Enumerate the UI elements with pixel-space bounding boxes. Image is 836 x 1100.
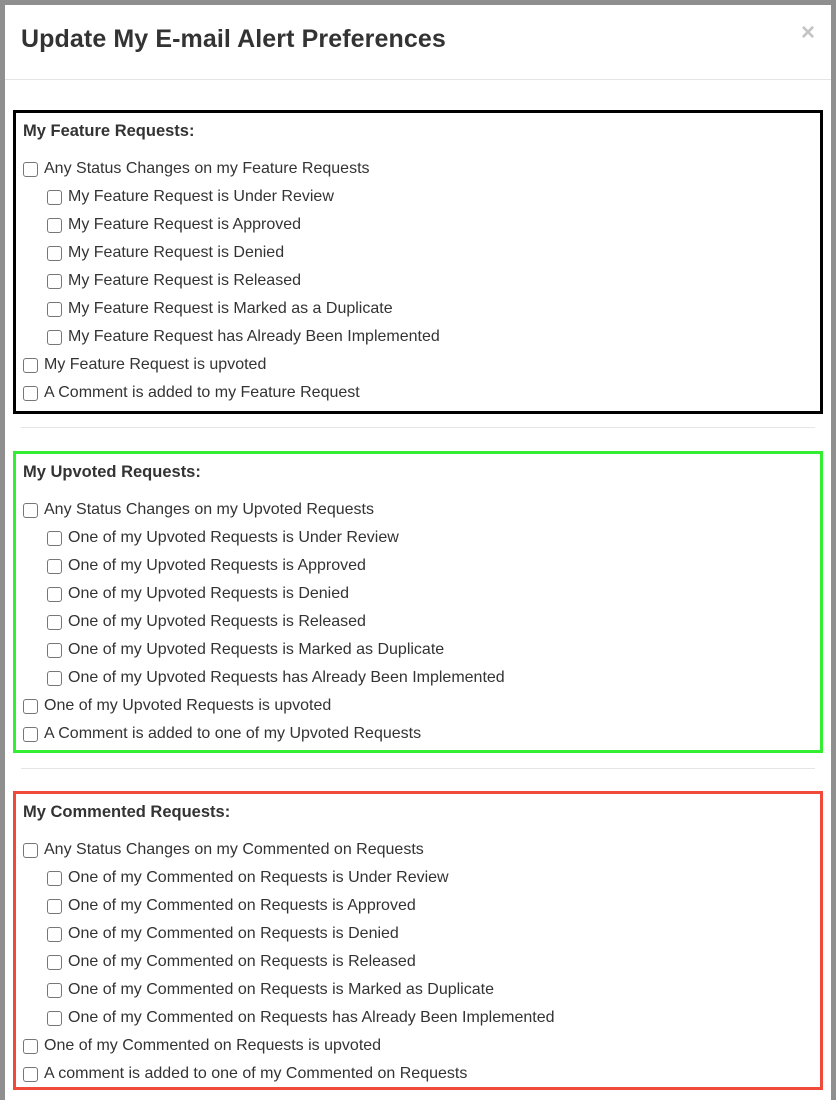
alert-option-checkbox[interactable] bbox=[23, 358, 38, 373]
alert-option-checkbox[interactable] bbox=[23, 162, 38, 177]
alert-option[interactable] bbox=[23, 836, 820, 864]
alert-option-checkbox[interactable] bbox=[47, 643, 62, 658]
alert-option[interactable] bbox=[23, 323, 820, 351]
alert-option-label[interactable]: One of my Upvoted Requests is Released bbox=[68, 613, 366, 630]
alert-option-label[interactable]: One of my Commented on Requests is Marked as Duplicate bbox=[68, 981, 494, 998]
alert-option[interactable] bbox=[23, 295, 820, 323]
alert-option-label[interactable]: My Feature Request is Under Review bbox=[68, 188, 334, 205]
alert-option-checkbox[interactable] bbox=[47, 1011, 62, 1026]
alert-option[interactable] bbox=[23, 920, 820, 948]
alert-option-label[interactable]: A comment is added to one of my Commented on Requests bbox=[44, 1065, 468, 1082]
alert-option[interactable] bbox=[23, 351, 820, 379]
section-my-commented-requests bbox=[13, 791, 823, 1090]
alert-option-checkbox[interactable] bbox=[47, 218, 62, 233]
alert-option-label[interactable]: Any Status Changes on my Upvoted Requests bbox=[44, 501, 374, 518]
alert-option-label[interactable]: One of my Commented on Requests is Approved bbox=[68, 897, 416, 914]
section-title: My Upvoted Requests: bbox=[23, 463, 201, 481]
alert-option-label[interactable]: Any Status Changes on my Commented on Requests bbox=[44, 841, 424, 858]
options-list bbox=[23, 155, 820, 407]
alert-option[interactable] bbox=[23, 552, 820, 580]
alert-option-label[interactable]: One of my Commented on Requests is Under Review bbox=[68, 869, 449, 886]
alert-option-checkbox[interactable] bbox=[23, 1039, 38, 1054]
section-title: My Commented Requests: bbox=[23, 803, 231, 821]
alert-option-checkbox[interactable] bbox=[23, 1067, 38, 1082]
section-my-feature-requests bbox=[13, 110, 823, 414]
alert-option-label[interactable]: My Feature Request is Denied bbox=[68, 244, 285, 261]
alert-option-checkbox[interactable] bbox=[47, 671, 62, 686]
alert-option[interactable] bbox=[23, 864, 820, 892]
alert-option[interactable] bbox=[23, 720, 820, 748]
alert-option-checkbox[interactable] bbox=[47, 190, 62, 205]
alert-option-label[interactable]: My Feature Request has Already Been Implemented bbox=[68, 328, 440, 345]
alert-option-checkbox[interactable] bbox=[23, 386, 38, 401]
options-list bbox=[23, 836, 820, 1088]
alert-option[interactable] bbox=[23, 636, 820, 664]
alert-option-checkbox[interactable] bbox=[23, 727, 38, 742]
alert-option-label[interactable]: One of my Upvoted Requests has Already Been Implemented bbox=[68, 669, 505, 686]
alert-option-label[interactable]: One of my Upvoted Requests is Denied bbox=[68, 585, 350, 602]
divider bbox=[21, 768, 815, 769]
alert-option[interactable] bbox=[23, 948, 820, 976]
alert-option-checkbox[interactable] bbox=[47, 330, 62, 345]
alert-option-label[interactable]: One of my Commented on Requests is Denied bbox=[68, 925, 399, 942]
alert-option-label[interactable]: Any Status Changes on my Feature Requests bbox=[44, 160, 370, 177]
alert-option[interactable] bbox=[23, 1004, 820, 1032]
alert-option-label[interactable]: A Comment is added to my Feature Request bbox=[44, 384, 360, 401]
alert-option-checkbox[interactable] bbox=[47, 274, 62, 289]
alert-option-label[interactable]: A Comment is added to one of my Upvoted Requests bbox=[44, 725, 422, 742]
alert-option-label[interactable]: One of my Upvoted Requests is Marked as Duplicate bbox=[68, 641, 445, 658]
alert-option[interactable] bbox=[23, 976, 820, 1004]
alert-option-checkbox[interactable] bbox=[47, 927, 62, 942]
alert-option-checkbox[interactable] bbox=[47, 302, 62, 317]
alert-option-checkbox[interactable] bbox=[47, 587, 62, 602]
alert-option-checkbox[interactable] bbox=[47, 246, 62, 261]
alert-option[interactable] bbox=[23, 239, 820, 267]
alert-option-label[interactable]: My Feature Request is Approved bbox=[68, 216, 302, 233]
alert-option[interactable] bbox=[23, 155, 820, 183]
alert-option-checkbox[interactable] bbox=[47, 983, 62, 998]
alert-option[interactable] bbox=[23, 608, 820, 636]
alert-option[interactable] bbox=[23, 692, 820, 720]
alert-option-checkbox[interactable] bbox=[47, 899, 62, 914]
alert-option-label[interactable]: One of my Commented on Requests has Already Been Implemented bbox=[68, 1009, 555, 1026]
alert-option-label[interactable]: My Feature Request is upvoted bbox=[44, 356, 267, 373]
alert-option-label[interactable]: One of my Upvoted Requests is Under Review bbox=[68, 529, 399, 546]
alert-option[interactable] bbox=[23, 664, 820, 692]
alert-option[interactable] bbox=[23, 211, 820, 239]
alert-option[interactable] bbox=[23, 267, 820, 295]
alert-option[interactable] bbox=[23, 496, 820, 524]
alert-option-checkbox[interactable] bbox=[47, 955, 62, 970]
section-title: My Feature Requests: bbox=[23, 122, 195, 140]
alert-option-checkbox[interactable] bbox=[47, 531, 62, 546]
alert-option[interactable] bbox=[23, 379, 820, 407]
alert-option[interactable] bbox=[23, 1032, 820, 1060]
modal-title: Update My E-mail Alert Preferences bbox=[21, 25, 446, 53]
alert-option[interactable] bbox=[23, 1060, 820, 1088]
alert-option-label[interactable]: One of my Upvoted Requests is Approved bbox=[68, 557, 366, 574]
alert-option[interactable] bbox=[23, 580, 820, 608]
alert-option-checkbox[interactable] bbox=[23, 843, 38, 858]
alert-option-checkbox[interactable] bbox=[23, 503, 38, 518]
alert-option-checkbox[interactable] bbox=[23, 699, 38, 714]
alert-option-checkbox[interactable] bbox=[47, 615, 62, 630]
alert-option[interactable] bbox=[23, 892, 820, 920]
alert-option[interactable] bbox=[23, 524, 820, 552]
close-icon[interactable]: × bbox=[800, 19, 815, 46]
divider bbox=[21, 427, 815, 428]
alert-option-label[interactable]: My Feature Request is Released bbox=[68, 272, 301, 289]
modal-header bbox=[5, 5, 831, 80]
alert-option-label[interactable]: One of my Upvoted Requests is upvoted bbox=[44, 697, 332, 714]
alert-option-label[interactable]: One of my Commented on Requests is upvoted bbox=[44, 1037, 382, 1054]
alert-option-checkbox[interactable] bbox=[47, 871, 62, 886]
alert-option-label[interactable]: One of my Commented on Requests is Released bbox=[68, 953, 416, 970]
section-my-upvoted-requests bbox=[13, 451, 823, 753]
alert-option[interactable] bbox=[23, 183, 820, 211]
options-list bbox=[23, 496, 820, 748]
alert-option-checkbox[interactable] bbox=[47, 559, 62, 574]
email-alert-preferences-modal bbox=[5, 5, 831, 1100]
alert-option-label[interactable]: My Feature Request is Marked as a Duplicate bbox=[68, 300, 393, 317]
